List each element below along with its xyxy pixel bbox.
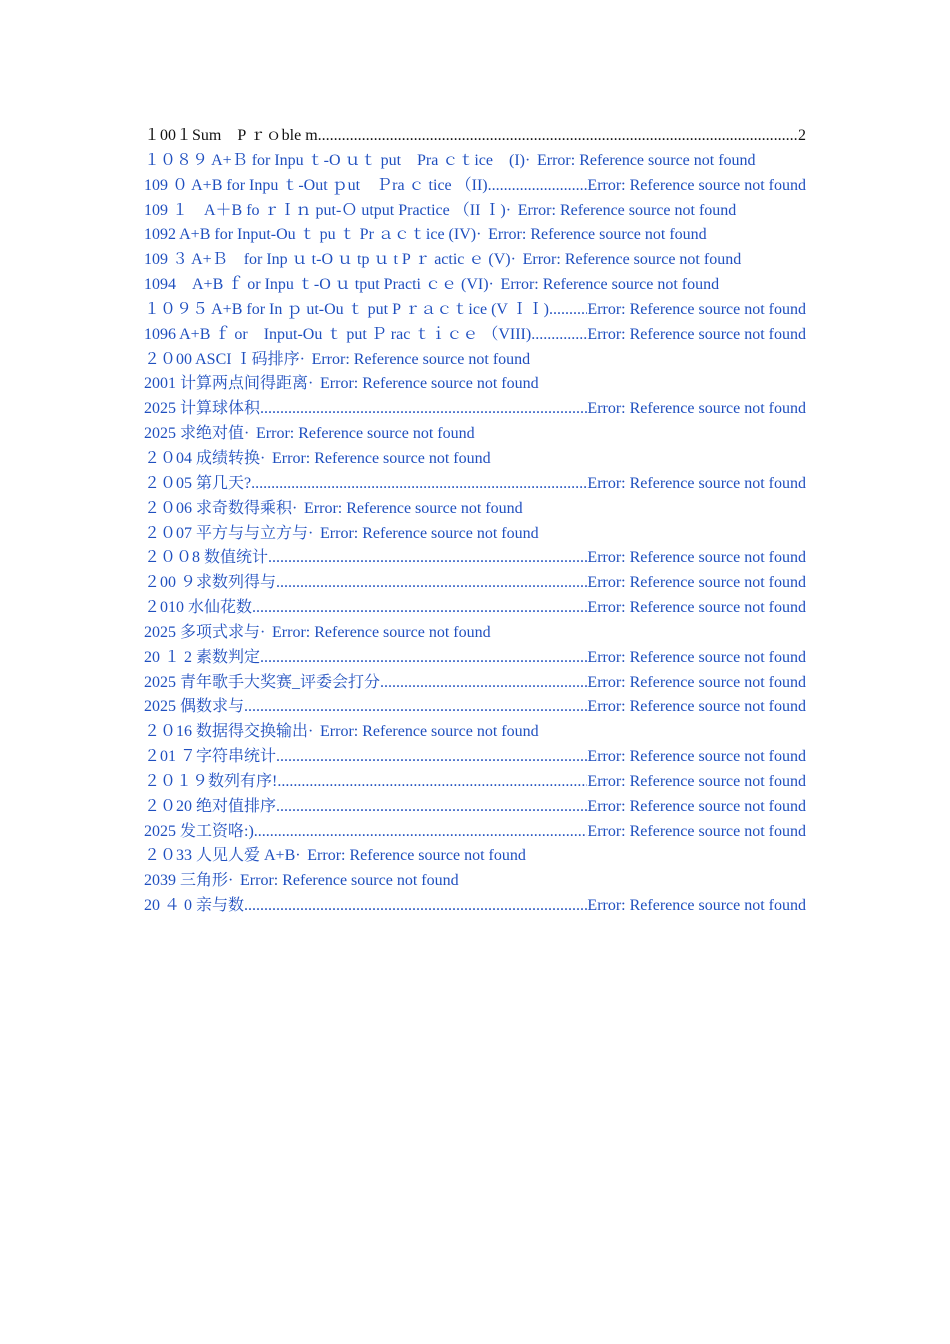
toc-dot-leader (260, 397, 587, 422)
toc-entry-title: ２01 ７字符串统计 (144, 748, 277, 766)
toc-entry-page: Error: Reference source not found (320, 524, 539, 542)
toc-dot-leader (380, 671, 587, 696)
toc-dot-leader (276, 795, 587, 820)
toc-entry-title: 2001 计算两点间得距离 (144, 375, 309, 393)
toc-entry[interactable] (144, 745, 806, 770)
toc-dot-leader (268, 546, 587, 571)
toc-entry-title: 2025 发工资咯:) (144, 822, 254, 840)
toc-entry-title: 109 ３ A+Ｂ for Inp ｕ t-O ｕ tp ｕ t P ｒ actic ｅ (V) (144, 251, 511, 269)
toc-entry-title: 2025 偶数求与 (144, 698, 245, 716)
toc-dot-leader (276, 745, 587, 770)
toc-entry-page: Error: Reference source not found (500, 276, 720, 294)
toc-entry[interactable] (144, 199, 806, 224)
toc-dot-leader (300, 348, 312, 373)
toc-entry-page: Error: Reference source not found (587, 400, 806, 418)
toc-entry-page: Error: Reference source not found (536, 151, 756, 169)
toc-entry-title: 109 １ A＋B fo ｒＩｎ put-Ｏ utput Practice （II Ｉ) (144, 201, 506, 219)
toc-entry[interactable] (144, 571, 806, 596)
toc-entry-page: Error: Reference source not found (587, 474, 806, 492)
toc-entry[interactable] (144, 223, 806, 248)
toc-entry[interactable] (144, 422, 806, 447)
toc-dot-leader (295, 844, 307, 869)
toc-entry-title: ２０06 求奇数得乘积 (144, 499, 293, 517)
toc-entry-title: ２０07 平方与与立方与 (144, 524, 309, 542)
toc-entry[interactable] (144, 273, 806, 298)
toc-entry[interactable] (144, 124, 806, 149)
toc-entry-page: Error: Reference source not found (304, 499, 523, 517)
toc-dot-leader (308, 522, 320, 547)
toc-entry-page: Error: Reference source not found (517, 201, 737, 219)
toc-dot-leader (506, 199, 518, 224)
toc-entry[interactable] (144, 298, 806, 323)
toc-entry[interactable] (144, 149, 806, 174)
toc-entry-title: 20 １ 2 素数判定 (144, 648, 261, 666)
toc-entry-title: ２０20 绝对值排序 (144, 797, 277, 815)
toc-entry-title: 1096 A+B ｆ or Input-Ou ｔ put Ｐ rac ｔｉｃｅ （VIII) (144, 325, 532, 343)
toc-entry-title: １０８９ A+Ｂ for Inpu ｔ-O ｕｔ put Pra ｃｔice (I) (144, 151, 525, 169)
toc-entry[interactable] (144, 844, 806, 869)
toc-entry-page: Error: Reference source not found (587, 797, 806, 815)
toc-entry-page: Error: Reference source not found (587, 599, 806, 617)
toc-entry-page: Error: Reference source not found (320, 375, 539, 393)
toc-entry[interactable] (144, 795, 806, 820)
toc-entry-page: Error: Reference source not found (587, 897, 806, 915)
toc-entry-page: Error: Reference source not found (307, 847, 526, 865)
toc-entry-page: 2 (798, 127, 806, 144)
toc-dot-leader (276, 571, 587, 596)
toc-entry[interactable] (144, 646, 806, 671)
toc-entry-page: Error: Reference source not found (587, 748, 806, 766)
toc-entry-page: Error: Reference source not found (587, 325, 806, 343)
toc-entry[interactable] (144, 770, 806, 795)
toc-dot-leader (525, 149, 537, 174)
toc-entry-title: ２００8 数值统计 (144, 549, 269, 567)
toc-entry-page: Error: Reference source not found (587, 698, 806, 716)
toc-dot-leader (252, 596, 587, 621)
toc-dot-leader (244, 894, 587, 919)
toc-entry[interactable] (144, 671, 806, 696)
toc-entry-title: 2039 三角形 (144, 872, 229, 890)
table-of-contents (144, 124, 806, 919)
toc-dot-leader (228, 869, 240, 894)
toc-entry-page: Error: Reference source not found (320, 723, 539, 741)
toc-entry-title: １00１Sum P ｒｏble m (144, 127, 318, 144)
toc-entry-title: １０９５ A+B for In ｐ ut-Ou ｔ put P ｒａｃｔice (V ＩＩ) (144, 300, 550, 318)
toc-entry-title: ２０04 成绩转换 (144, 449, 261, 467)
toc-dot-leader (308, 720, 320, 745)
toc-entry-title: ２00 ９求数列得与 (144, 574, 277, 592)
toc-entry[interactable] (144, 596, 806, 621)
toc-entry-page: Error: Reference source not found (587, 549, 806, 567)
toc-entry[interactable] (144, 248, 806, 273)
toc-dot-leader (511, 248, 523, 273)
toc-entry[interactable] (144, 546, 806, 571)
toc-entry-page: Error: Reference source not found (587, 772, 806, 790)
toc-entry-page: Error: Reference source not found (587, 822, 806, 840)
toc-entry-title: ２０05 第几天? (144, 474, 252, 492)
toc-entry[interactable] (144, 447, 806, 472)
toc-entry-title: ２０16 数据得交换输出 (144, 723, 309, 741)
toc-dot-leader (260, 621, 272, 646)
toc-dot-leader (549, 298, 587, 323)
toc-entry-title: 1092 A+B for Input-Ou ｔ pu ｔ Pr ａｃｔice (IV) (144, 226, 477, 244)
toc-entry[interactable] (144, 323, 806, 348)
toc-dot-leader (489, 273, 501, 298)
toc-dot-leader (308, 372, 320, 397)
toc-entry[interactable] (144, 472, 806, 497)
toc-entry-title: ２０00 ASCI Ｉ码排序 (144, 350, 300, 368)
toc-entry[interactable] (144, 174, 806, 199)
toc-dot-leader (277, 770, 587, 795)
toc-entry-page: Error: Reference source not found (272, 623, 491, 641)
toc-dot-leader (254, 820, 588, 845)
toc-entry[interactable] (144, 522, 806, 547)
toc-entry[interactable] (144, 820, 806, 845)
toc-entry-title: 2025 多项式求与 (144, 623, 261, 641)
toc-entry-page: Error: Reference source not found (256, 425, 475, 443)
toc-entry[interactable] (144, 720, 806, 745)
toc-entry[interactable] (144, 894, 806, 919)
toc-entry-title: ２010 水仙花数 (144, 599, 253, 617)
toc-entry-page: Error: Reference source not found (522, 251, 742, 269)
toc-entry-title: 2025 青年歌手大奖赛_评委会打分 (144, 673, 381, 691)
toc-dot-leader (244, 422, 256, 447)
toc-entry[interactable] (144, 348, 806, 373)
toc-dot-leader (251, 472, 587, 497)
toc-entry-page: Error: Reference source not found (240, 872, 459, 890)
toc-dot-leader (244, 695, 587, 720)
toc-dot-leader (476, 223, 488, 248)
toc-entry-title: 2025 计算球体积 (144, 400, 261, 418)
toc-entry[interactable] (144, 869, 806, 894)
toc-dot-leader (260, 646, 587, 671)
toc-entry-page: Error: Reference source not found (587, 176, 806, 194)
toc-entry[interactable] (144, 372, 806, 397)
toc-entry[interactable] (144, 497, 806, 522)
toc-dot-leader (488, 174, 588, 199)
toc-entry-title: ２０33 人见人爱 A+B (144, 847, 296, 865)
toc-entry-title: 109 ０ A+B for Inpu ｔ-Out ｐut Ｐra ｃ tice （II) (144, 176, 488, 194)
toc-entry-page: Error: Reference source not found (587, 574, 806, 592)
toc-entry-page: Error: Reference source not found (488, 226, 707, 244)
toc-entry[interactable] (144, 621, 806, 646)
toc-entry-page: Error: Reference source not found (587, 648, 806, 666)
toc-entry[interactable] (144, 695, 806, 720)
toc-entry-title: 2025 求绝对值 (144, 425, 245, 443)
toc-entry[interactable] (144, 397, 806, 422)
toc-dot-leader (292, 497, 304, 522)
toc-dot-leader (260, 447, 272, 472)
toc-dot-leader (531, 323, 587, 348)
toc-entry-page: Error: Reference source not found (311, 350, 531, 368)
toc-entry-page: Error: Reference source not found (587, 673, 806, 691)
toc-entry-page: Error: Reference source not found (272, 449, 491, 467)
toc-entry-title: 1094 A+B ｆ or Inpu ｔ-O ｕ tput Practi ｃｅ (VI) (144, 276, 489, 294)
toc-entry-title: ２０１９数列有序! (144, 772, 278, 790)
toc-entry-title: 20 ４ 0 亲与数 (144, 897, 245, 915)
toc-dot-leader (318, 124, 798, 149)
toc-entry-page: Error: Reference source not found (587, 300, 806, 318)
